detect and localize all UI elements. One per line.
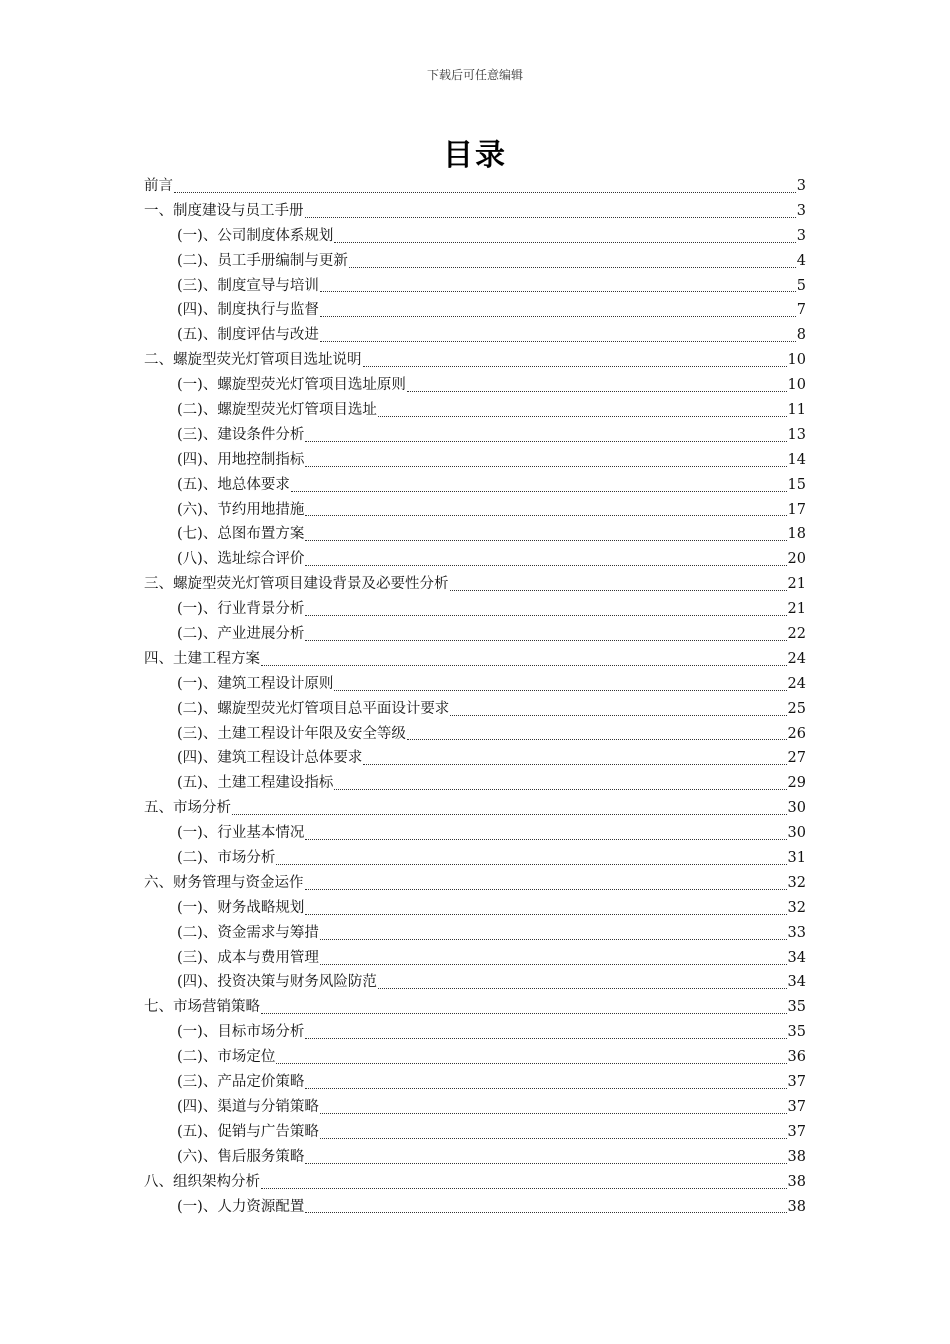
toc-dot-leader	[261, 1005, 787, 1014]
toc-dot-leader	[305, 532, 786, 541]
toc-entry-page-number: 8	[796, 327, 806, 344]
toc-dot-leader	[363, 756, 786, 765]
toc-entry-label: 八、组织架构分析	[144, 1173, 260, 1190]
toc-entry-page-number: 37	[787, 1098, 806, 1115]
toc-entry-label: (一)、人力资源配置	[177, 1198, 305, 1215]
toc-dot-leader	[305, 209, 796, 218]
toc-entry-page-number: 32	[787, 874, 806, 891]
toc-entry-label: 六、财务管理与资金运作	[144, 874, 304, 891]
toc-dot-leader	[363, 358, 787, 367]
toc-entry-label: (二)、市场定位	[177, 1049, 276, 1066]
toc-dot-leader	[320, 1130, 787, 1139]
toc-dot-leader	[334, 682, 786, 691]
toc-dot-leader	[305, 1204, 786, 1213]
toc-entry-label: 三、螺旋型荧光灯管项目建设背景及必要性分析	[144, 576, 449, 593]
toc-entry-label: (二)、市场分析	[177, 850, 276, 867]
toc-entry[interactable]	[144, 199, 806, 224]
toc-dot-leader	[407, 383, 787, 392]
toc-entry[interactable]	[144, 224, 806, 249]
toc-entry-label: 前言	[144, 177, 173, 194]
toc-entry-label: (六)、节约用地措施	[177, 501, 305, 518]
toc-entry-page-number: 22	[787, 626, 806, 643]
toc-entry-label: (三)、制度宣导与培训	[177, 277, 319, 294]
toc-entry[interactable]	[144, 373, 806, 398]
toc-entry-page-number: 4	[796, 252, 806, 269]
toc-dot-leader	[276, 856, 786, 865]
toc-entry-label: (一)、螺旋型荧光灯管项目选址原则	[177, 377, 406, 394]
toc-entry-page-number: 38	[787, 1173, 806, 1190]
toc-entry-label: (六)、售后服务策略	[177, 1148, 305, 1165]
table-of-contents	[144, 174, 806, 1219]
toc-dot-leader	[305, 881, 787, 890]
toc-dot-leader	[450, 707, 786, 716]
toc-entry[interactable]	[144, 971, 806, 996]
toc-entry-label: (一)、目标市场分析	[177, 1024, 305, 1041]
toc-entry[interactable]	[144, 348, 806, 373]
toc-entry-page-number: 5	[796, 277, 806, 294]
toc-entry[interactable]	[144, 547, 806, 572]
toc-entry-page-number: 37	[787, 1123, 806, 1140]
toc-entry[interactable]	[144, 298, 806, 323]
toc-dot-leader	[276, 1055, 786, 1064]
toc-entry[interactable]	[144, 597, 806, 622]
toc-entry-label: (八)、选址综合评价	[177, 551, 305, 568]
toc-entry-page-number: 13	[787, 426, 806, 443]
toc-dot-leader	[450, 582, 787, 591]
toc-dot-leader	[261, 657, 787, 666]
toc-entry-label: (三)、土建工程设计年限及安全等级	[177, 725, 406, 742]
toc-entry-page-number: 30	[787, 800, 806, 817]
toc-dot-leader	[320, 931, 787, 940]
toc-entry[interactable]	[144, 771, 806, 796]
toc-dot-leader	[320, 308, 796, 317]
toc-entry[interactable]	[144, 498, 806, 523]
toc-entry-page-number: 3	[796, 227, 806, 244]
toc-entry[interactable]	[144, 995, 806, 1020]
toc-entry-page-number: 24	[787, 675, 806, 692]
toc-dot-leader	[378, 980, 787, 989]
toc-entry-page-number: 17	[787, 501, 806, 518]
toc-entry-label: (七)、总图布置方案	[177, 526, 305, 543]
toc-dot-leader	[291, 483, 787, 492]
toc-dot-leader	[305, 632, 786, 641]
toc-entry[interactable]	[144, 1145, 806, 1170]
toc-entry-page-number: 37	[787, 1074, 806, 1091]
toc-entry-page-number: 34	[787, 949, 806, 966]
toc-entry[interactable]	[144, 1120, 806, 1145]
toc-entry[interactable]	[144, 1020, 806, 1045]
toc-entry-page-number: 18	[787, 526, 806, 543]
toc-entry-page-number: 14	[787, 451, 806, 468]
toc-entry[interactable]	[144, 473, 806, 498]
toc-dot-leader	[305, 433, 786, 442]
toc-entry-label: (四)、用地控制指标	[177, 451, 305, 468]
toc-dot-leader	[320, 283, 796, 292]
toc-entry[interactable]	[144, 522, 806, 547]
toc-entry-page-number: 27	[787, 750, 806, 767]
toc-entry-label: (一)、建筑工程设计原则	[177, 675, 334, 692]
toc-entry-page-number: 21	[787, 576, 806, 593]
toc-entry[interactable]	[144, 946, 806, 971]
toc-entry-label: (二)、螺旋型荧光灯管项目选址	[177, 402, 377, 418]
toc-dot-leader	[320, 333, 796, 342]
toc-entry-label: (一)、公司制度体系规划	[177, 227, 334, 244]
toc-entry[interactable]	[144, 672, 806, 697]
toc-entry[interactable]	[144, 796, 806, 821]
toc-entry-label: (五)、地总体要求	[177, 476, 290, 493]
toc-entry-page-number: 24	[787, 650, 806, 667]
page-title: 目录	[443, 138, 507, 173]
toc-entry[interactable]	[144, 647, 806, 672]
toc-dot-leader	[305, 1080, 786, 1089]
toc-dot-leader	[305, 1030, 786, 1039]
toc-entry-label: 二、螺旋型荧光灯管项目选址说明	[144, 352, 362, 369]
toc-entry[interactable]	[144, 896, 806, 921]
toc-entry-page-number: 34	[787, 974, 806, 991]
toc-entry[interactable]	[144, 323, 806, 348]
toc-dot-leader	[378, 408, 787, 417]
toc-entry[interactable]	[144, 1170, 806, 1195]
toc-entry-label: (一)、财务战略规划	[177, 899, 305, 916]
toc-dot-leader	[407, 731, 787, 740]
toc-entry-label: 四、土建工程方案	[144, 650, 260, 667]
toc-entry[interactable]	[144, 423, 806, 448]
toc-entry-page-number: 7	[796, 302, 806, 319]
toc-entry[interactable]	[144, 1045, 806, 1070]
toc-entry-page-number: 38	[787, 1148, 806, 1165]
toc-entry[interactable]	[144, 1095, 806, 1120]
toc-dot-leader	[174, 184, 796, 193]
toc-dot-leader	[320, 1105, 787, 1114]
toc-entry[interactable]	[144, 871, 806, 896]
toc-entry[interactable]	[144, 746, 806, 771]
toc-entry[interactable]	[144, 697, 806, 722]
toc-dot-leader	[305, 607, 786, 616]
toc-entry-label: (三)、产品定价策略	[177, 1074, 305, 1091]
toc-entry-label: (四)、制度执行与监督	[177, 302, 319, 319]
toc-entry-label: (三)、成本与费用管理	[177, 949, 319, 966]
toc-entry[interactable]	[144, 249, 806, 274]
toc-entry-page-number: 38	[787, 1198, 806, 1215]
toc-entry-label: (三)、建设条件分析	[177, 426, 305, 443]
toc-entry-page-number: 36	[787, 1049, 806, 1066]
toc-dot-leader	[305, 557, 786, 566]
toc-entry[interactable]	[144, 1070, 806, 1095]
toc-dot-leader	[349, 259, 796, 268]
toc-entry-page-number: 30	[787, 825, 806, 842]
toc-entry-label: (二)、员工手册编制与更新	[177, 252, 348, 269]
toc-entry-label: (一)、行业背景分析	[177, 601, 305, 618]
toc-entry-page-number: 25	[787, 700, 806, 717]
toc-entry[interactable]	[144, 1195, 806, 1220]
toc-dot-leader	[305, 831, 786, 840]
toc-entry-label: (四)、投资决策与财务风险防范	[177, 974, 377, 991]
toc-entry[interactable]	[144, 921, 806, 946]
toc-entry-label: (二)、产业进展分析	[177, 626, 305, 643]
toc-dot-leader	[261, 1180, 787, 1189]
toc-dot-leader	[334, 234, 795, 243]
toc-entry-page-number: 21	[787, 601, 806, 618]
toc-entry-page-number: 35	[787, 999, 806, 1016]
toc-dot-leader	[334, 781, 786, 790]
toc-entry-page-number: 11	[787, 402, 806, 418]
toc-entry-label: (四)、建筑工程设计总体要求	[177, 750, 363, 767]
toc-entry-page-number: 10	[787, 377, 806, 394]
toc-entry-page-number: 15	[787, 476, 806, 493]
toc-dot-leader	[305, 507, 786, 516]
toc-entry[interactable]	[144, 274, 806, 299]
toc-entry-label: (一)、行业基本情况	[177, 825, 305, 842]
toc-entry-page-number: 31	[787, 850, 806, 867]
toc-entry-page-number: 26	[787, 725, 806, 742]
toc-entry-label: (二)、螺旋型荧光灯管项目总平面设计要求	[177, 700, 450, 717]
toc-entry-page-number: 10	[787, 352, 806, 369]
toc-entry[interactable]	[144, 398, 806, 423]
toc-entry[interactable]	[144, 722, 806, 747]
toc-entry-page-number: 35	[787, 1024, 806, 1041]
toc-dot-leader	[232, 806, 787, 815]
toc-entry-label: (五)、促销与广告策略	[177, 1123, 319, 1140]
toc-entry-page-number: 29	[787, 775, 806, 792]
toc-entry-page-number: 33	[787, 924, 806, 941]
toc-dot-leader	[305, 906, 786, 915]
toc-entry-page-number: 3	[796, 202, 806, 219]
toc-entry[interactable]	[144, 174, 806, 199]
toc-entry[interactable]	[144, 448, 806, 473]
toc-entry-label: 一、制度建设与员工手册	[144, 202, 304, 219]
toc-entry-label: 五、市场分析	[144, 800, 231, 817]
toc-entry[interactable]	[144, 846, 806, 871]
toc-entry-label: (四)、渠道与分销策略	[177, 1098, 319, 1115]
toc-dot-leader	[305, 1155, 786, 1164]
toc-entry[interactable]	[144, 821, 806, 846]
toc-entry-page-number: 32	[787, 899, 806, 916]
toc-dot-leader	[305, 458, 786, 467]
toc-entry[interactable]	[144, 572, 806, 597]
toc-entry[interactable]	[144, 622, 806, 647]
page-header: 下载后可任意编辑	[426, 68, 523, 82]
toc-entry-label: (五)、制度评估与改进	[177, 327, 319, 344]
toc-entry-label: 七、市场营销策略	[144, 999, 260, 1016]
toc-entry-label: (五)、土建工程建设指标	[177, 775, 334, 792]
toc-entry-page-number: 20	[787, 551, 806, 568]
toc-entry-label: (二)、资金需求与筹措	[177, 924, 319, 941]
toc-dot-leader	[320, 956, 787, 965]
toc-entry-page-number: 3	[796, 177, 806, 194]
